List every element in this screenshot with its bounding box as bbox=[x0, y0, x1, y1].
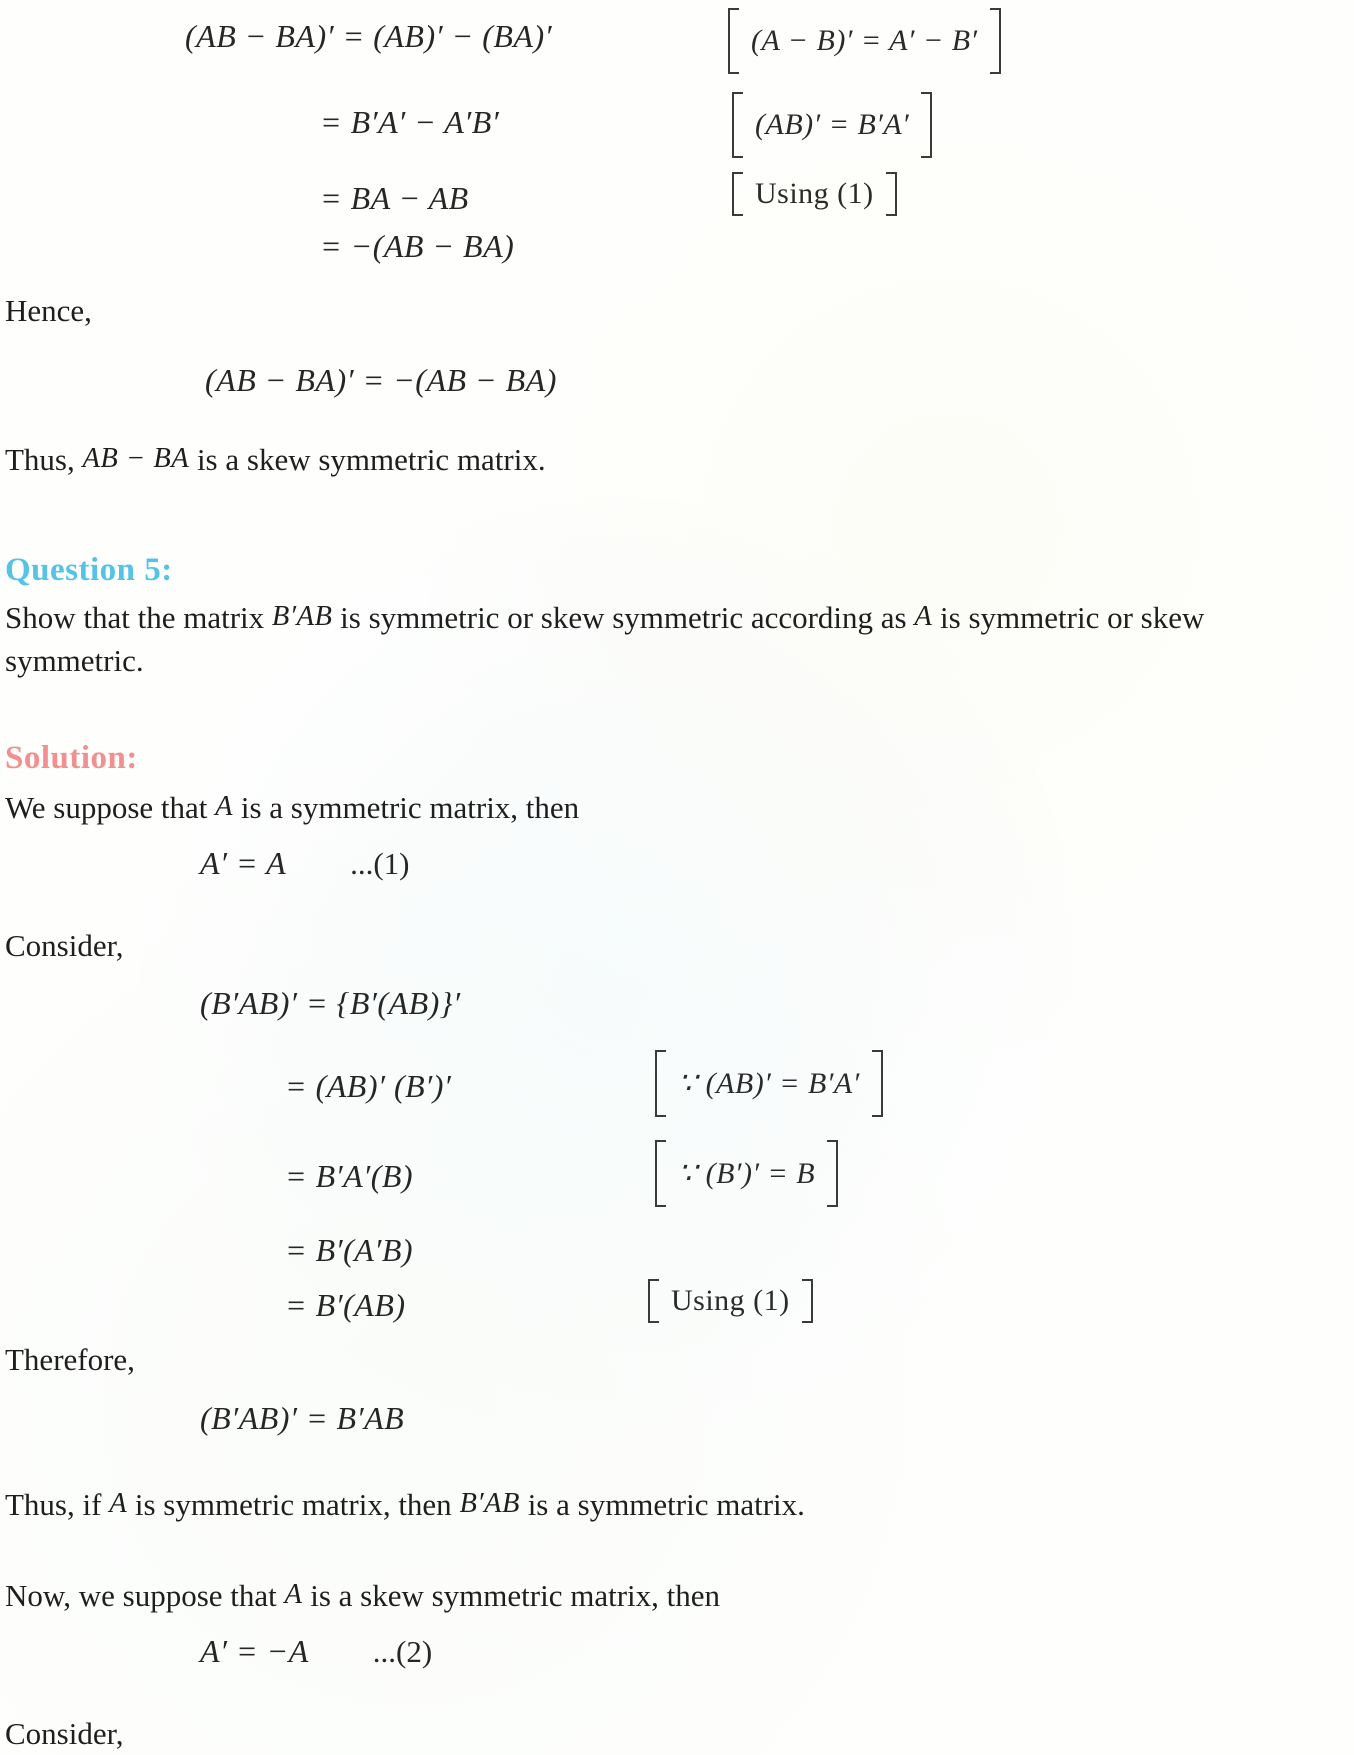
derivation1-note3 bbox=[732, 172, 897, 216]
derivation2-line3 bbox=[285, 1158, 413, 1195]
side-note-text: (A − B)′ = A′ − B′ bbox=[751, 24, 978, 57]
bracket-left-icon bbox=[655, 1140, 666, 1207]
solution-intro-post: is a symmetric matrix, then bbox=[233, 790, 580, 825]
bracket-right-icon bbox=[802, 1279, 813, 1323]
side-note-text: ∵ (AB)′ = B′A′ bbox=[678, 1067, 860, 1100]
question-text bbox=[5, 597, 1350, 683]
thus2-pre: Thus, if bbox=[5, 1487, 110, 1522]
now-statement bbox=[5, 1578, 720, 1614]
side-note-text: (AB)′ = B′A′ bbox=[755, 108, 910, 141]
hence-equation bbox=[205, 362, 557, 399]
derivation2-line5 bbox=[285, 1287, 406, 1324]
equation: A′ = −A bbox=[200, 1633, 309, 1669]
equation: = B′(A′B) bbox=[285, 1232, 414, 1268]
consider1-label: Consider, bbox=[5, 928, 124, 963]
inline-math: A bbox=[914, 601, 933, 632]
derivation1-note2 bbox=[732, 92, 932, 158]
solution-intro bbox=[5, 790, 579, 826]
now-post: is a skew symmetric matrix, then bbox=[302, 1578, 720, 1613]
side-note-text: ∵ (B′)′ = B bbox=[678, 1157, 816, 1190]
derivation2-line2 bbox=[285, 1068, 451, 1105]
solution-intro-pre: We suppose that bbox=[5, 790, 216, 825]
thus2-statement bbox=[5, 1487, 805, 1523]
equation: = B′(AB) bbox=[285, 1287, 406, 1323]
side-note-text: Using (1) bbox=[671, 1284, 790, 1317]
equation: (B′AB)′ = {B′(AB)}′ bbox=[200, 985, 461, 1021]
derivation1-line4 bbox=[320, 228, 514, 265]
thus1-statement bbox=[5, 442, 546, 478]
derivation2-note2 bbox=[655, 1050, 883, 1117]
bracket-left-icon bbox=[732, 172, 743, 216]
inline-math: A bbox=[284, 1579, 303, 1610]
derivation2-line4 bbox=[285, 1232, 413, 1269]
question-text-pre: Show that the matrix bbox=[5, 600, 272, 635]
equation: = B′A′(B) bbox=[285, 1158, 414, 1194]
derivation2-note3 bbox=[655, 1140, 838, 1207]
bracket-left-icon bbox=[732, 92, 743, 158]
bracket-right-icon bbox=[990, 8, 1001, 74]
equation: = (AB)′ (B′)′ bbox=[285, 1068, 452, 1104]
derivation1-line2 bbox=[320, 104, 499, 141]
inline-math: AB − BA bbox=[82, 443, 190, 474]
bracket-left-icon bbox=[728, 8, 739, 74]
side-note-text: Using (1) bbox=[755, 177, 874, 210]
derivation2-line1 bbox=[200, 985, 461, 1022]
derivation1-line1 bbox=[185, 18, 552, 55]
equation: A′ = A bbox=[200, 845, 287, 881]
inline-math: B′AB bbox=[459, 1488, 520, 1519]
consider2-label: Consider, bbox=[5, 1716, 124, 1751]
now-pre: Now, we suppose that bbox=[5, 1578, 285, 1613]
bracket-right-icon bbox=[872, 1050, 883, 1117]
equation: = B′A′ − A′B′ bbox=[320, 104, 500, 140]
derivation2-note5 bbox=[648, 1279, 813, 1323]
thus2-post: is a symmetric matrix. bbox=[519, 1487, 805, 1522]
equation: = BA − AB bbox=[320, 180, 469, 216]
question-text-mid: is symmetric or skew symmetric according as bbox=[332, 600, 915, 635]
derivation1-line3 bbox=[320, 180, 469, 217]
derivation1-note1 bbox=[728, 8, 1001, 74]
question-text-post: is symmetric or skew symmetric. bbox=[5, 600, 1205, 678]
inline-math: A bbox=[215, 791, 234, 822]
equation-ref: ...(1) bbox=[350, 846, 410, 881]
now-equation bbox=[200, 1633, 432, 1670]
bracket-right-icon bbox=[921, 92, 932, 158]
equation: = −(AB − BA) bbox=[320, 228, 515, 264]
equation-ref: ...(2) bbox=[372, 1634, 433, 1669]
bracket-left-icon bbox=[655, 1050, 666, 1117]
bracket-left-icon bbox=[648, 1279, 659, 1323]
bracket-right-icon bbox=[827, 1140, 838, 1207]
thus2-mid: is symmetric matrix, then bbox=[127, 1487, 460, 1522]
inline-math: B′AB bbox=[271, 601, 333, 632]
equation: (AB − BA)′ = −(AB − BA) bbox=[205, 362, 557, 398]
inline-math: A bbox=[109, 1488, 128, 1519]
equation: (B′AB)′ = B′AB bbox=[200, 1400, 405, 1436]
hence-label: Hence, bbox=[5, 293, 92, 328]
bracket-right-icon bbox=[886, 172, 897, 216]
thus1-pre: Thus, bbox=[5, 442, 83, 477]
therefore-equation bbox=[200, 1400, 404, 1437]
equation: (AB − BA)′ = (AB)′ − (BA)′ bbox=[185, 18, 553, 54]
therefore-label: Therefore, bbox=[5, 1342, 135, 1377]
question-heading: Question 5: bbox=[5, 552, 173, 588]
solution-heading: Solution: bbox=[5, 740, 138, 776]
solution-equation-1 bbox=[200, 845, 410, 882]
thus1-post: is a skew symmetric matrix. bbox=[189, 442, 546, 477]
